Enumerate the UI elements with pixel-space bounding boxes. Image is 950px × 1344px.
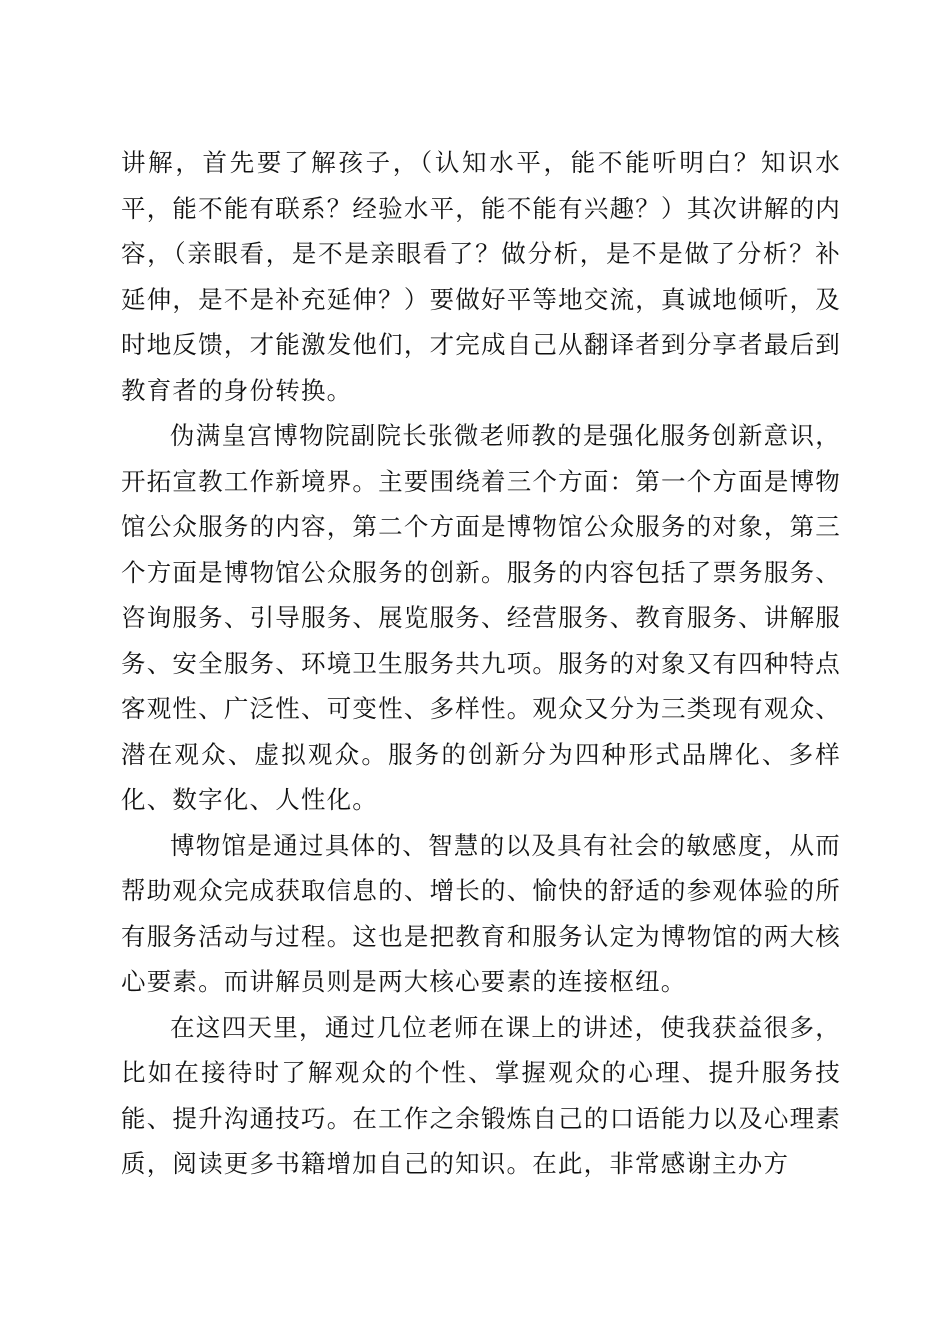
paragraph-reflection: 在这四天里，通过几位老师在课上的讲述，使我获益很多，比如在接待时了解观众的个性、掌握观众的心理、提升服务技能、提升沟通技巧。在工作之余锻炼自己的口语能力以及心理素质，阅读更多书籍增加自己的知识。在此，非常感谢主办方	[121, 1012, 841, 1178]
paragraph-service-innovation: 伪满皇宫博物院副院长张微老师教的是强化服务创新意识，开拓宣教工作新境界。主要围绕着三个方面：第一个方面是博物馆公众服务的内容，第二个方面是博物馆公众服务的对象，第三个方面是博物馆公众服务的创新。服务的内容包括了票务服务、咨询服务、引导服务、展览服务、经营服务、教育服务、讲解服务、安全服务、环境卫生服务共九项。服务的对象又有四种特点客观性、广泛性、可变性、多样性。观众又分为三类现有观众、潜在观众、虚拟观众。服务的创新分为四种形式品牌化、多样化、数字化、人性化。	[121, 421, 841, 814]
paragraph-museum-definition: 博物馆是通过具体的、智慧的以及具有社会的敏感度，从而帮助观众完成获取信息的、增长的、愉快的舒适的参观体验的所有服务活动与过程。这也是把教育和服务认定为博物馆的两大核心要素。而讲解员则是两大核心要素的连接枢纽。	[121, 830, 841, 996]
document-body	[121, 140, 841, 1187]
paragraph-continuation: 讲解，首先要了解孩子，（认知水平，能不能听明白？知识水平，能不能有联系？经验水平，能不能有兴趣？）其次讲解的内容，（亲眼看，是不是亲眼看了？做分析，是不是做了分析？补延伸，是不是补充延伸？）要做好平等地交流，真诚地倾听，及时地反馈，才能激发他们，才完成自己从翻译者到分享者最后到教育者的身份转换。	[121, 148, 841, 405]
